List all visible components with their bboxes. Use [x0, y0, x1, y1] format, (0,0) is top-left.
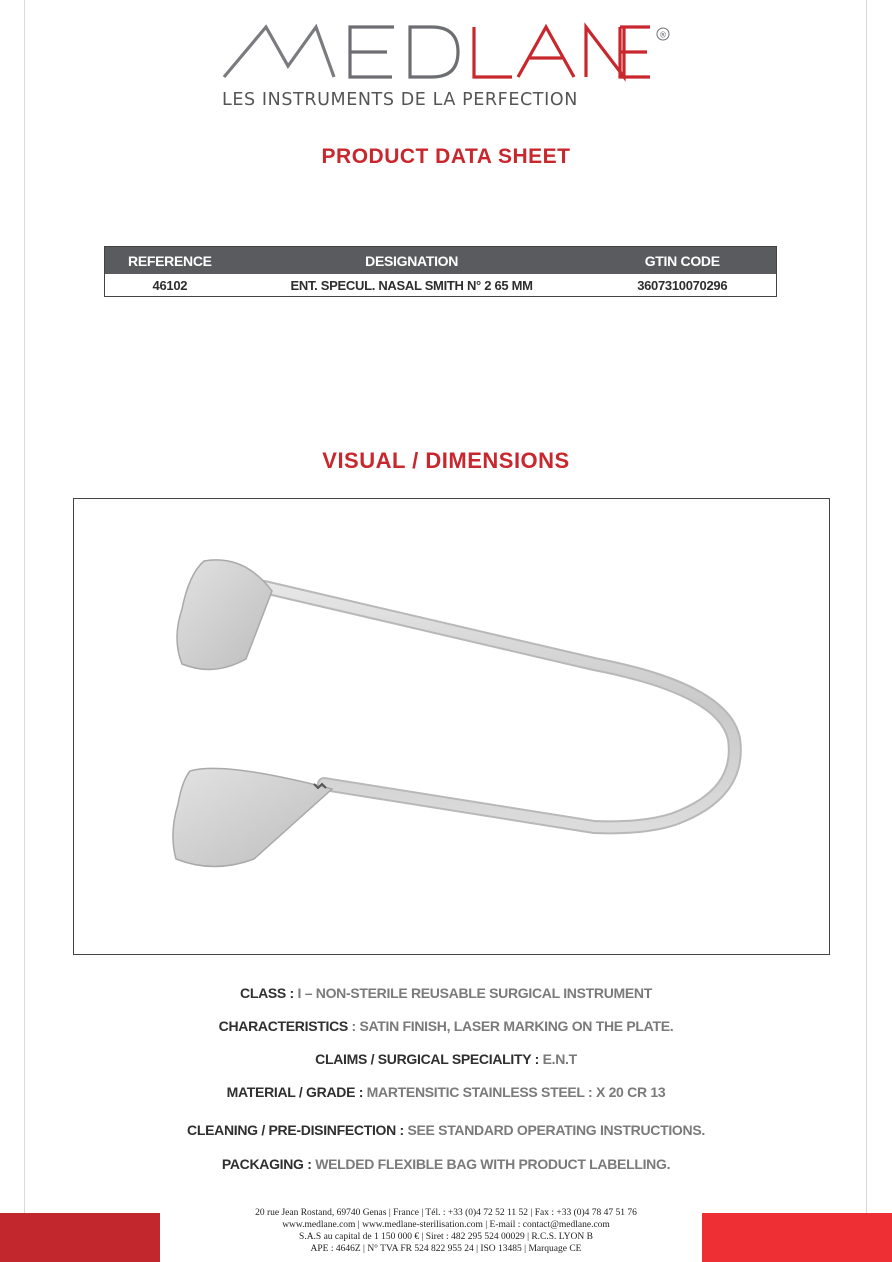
table-header-row [105, 247, 777, 275]
medlane-logo [222, 22, 674, 84]
product-data-sheet-title: PRODUCT DATA SHEET [321, 145, 571, 168]
spec-material [0, 1084, 892, 1100]
footer-company-info: S.A.S au capital de 1 150 000 € | Siret : 482 295 524 00029 | R.C.S. LYON B [299, 1232, 593, 1242]
cell-designation: ENT. SPECUL. NASAL SMITH N° 2 65 MM [290, 277, 533, 293]
spec-value: MARTENSITIC STAINLESS STEEL : X 20 CR 13 [363, 1084, 666, 1100]
spec-value: I – NON-STERILE REUSABLE SURGICAL INSTRUMENT [293, 985, 652, 1001]
spec-value: WELDED FLEXIBLE BAG WITH PRODUCT LABELLING. [311, 1156, 671, 1172]
footer-registration: APE : 4646Z | N° TVA FR 524 822 955 24 | ISO 13485 | Marquage CE [310, 1244, 582, 1254]
product-visual-box [73, 498, 830, 955]
spec-key: CHARACTERISTICS [218, 1018, 348, 1034]
registered-mark: ® [659, 30, 667, 40]
spec-packaging [0, 1156, 892, 1172]
spec-key: CLEANING / PRE-DISINFECTION : [187, 1122, 404, 1138]
spec-characteristics [0, 1018, 892, 1034]
spec-value: SEE STANDARD OPERATING INSTRUCTIONS. [403, 1122, 705, 1138]
header-designation: DESIGNATION [235, 247, 589, 275]
cell-gtin-code: 3607310070296 [637, 277, 728, 293]
header-gtin-code: GTIN CODE [588, 247, 776, 275]
footer-address: 20 rue Jean Rostand, 69740 Genas | France | Tél. : +33 (0)4 72 52 11 52 | Fax : +33 (0)4 78 47 51 76 [255, 1208, 637, 1218]
spec-value: E.N.T [538, 1051, 577, 1067]
spec-value: : SATIN FINISH, LASER MARKING ON THE PLATE. [347, 1018, 674, 1034]
table-row [105, 274, 777, 297]
cell-reference: 46102 [152, 277, 188, 293]
spec-key: PACKAGING : [221, 1156, 312, 1172]
footer-web-email: www.medlane.com | www.medlane-sterilisation.com | E-mail : contact@medlane.com [282, 1220, 610, 1230]
spec-key: CLASS : [240, 985, 294, 1001]
spec-key: MATERIAL / GRADE : [226, 1084, 364, 1100]
company-footer [0, 1207, 892, 1255]
visual-dimensions-title: VISUAL / DIMENSIONS [322, 448, 570, 473]
spec-cleaning [0, 1122, 892, 1138]
spec-claims [0, 1051, 892, 1067]
spec-class [0, 985, 892, 1001]
brand-tagline: LES INSTRUMENTS DE LA PERFECTION [222, 90, 578, 110]
spec-key: CLAIMS / SURGICAL SPECIALITY : [315, 1051, 539, 1067]
product-reference-table [104, 246, 777, 297]
header-reference: REFERENCE [105, 247, 235, 275]
nasal-speculum-image [74, 499, 831, 956]
